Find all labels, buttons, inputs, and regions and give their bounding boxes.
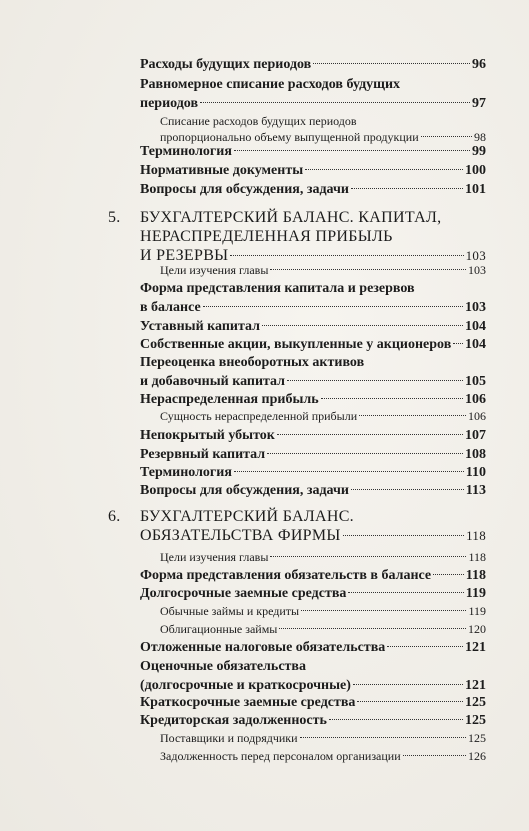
page-number: 103 [468,263,486,277]
entry-title-cont: и добавочный капитал [140,374,286,389]
dot-leader [234,150,470,151]
entry-title: Нераспределенная прибыль [140,392,319,407]
entry-title: Обычные займы и кредиты [160,604,300,618]
toc-entry [140,638,486,657]
chapter-title-cont: ОБЯЗАТЕЛЬСТВА ФИРМЫ [140,527,341,544]
dot-leader [305,169,463,170]
toc-entry [140,426,486,445]
toc-entry [140,317,486,336]
dot-leader [203,306,463,307]
toc-entry [140,463,486,482]
entry-title: Собственные акции, выкупленные у акционеров [140,337,452,352]
page-number: 119 [468,604,486,618]
entry-title: Равномерное списание расходов будущих [140,77,401,92]
page-number: 106 [465,392,486,407]
page-number: 125 [465,713,486,728]
page-number: 125 [468,731,486,745]
dot-leader [351,188,463,189]
entry-title-cont: периодов [140,96,199,111]
page-number: 96 [472,57,486,72]
toc-subentry [160,261,486,280]
page-number: 107 [465,428,486,443]
chapter-title-cont: НЕРАСПРЕДЕЛЕННАЯ ПРИБЫЛЬ [140,228,393,245]
toc-subentry [160,548,486,567]
toc-subentry [160,747,486,766]
dot-leader [300,737,466,738]
dot-leader [359,415,466,416]
toc-entry [140,75,486,113]
entry-title: Терминология [140,465,232,480]
toc-subentry [160,729,486,748]
entry-title: Резервный капитал [140,447,266,462]
entry-title-cont: пропорционально объему выпущенной продукции [160,130,419,144]
entry-title-cont: в балансе [140,300,201,315]
page-number: 100 [465,163,486,178]
entry-title: Списание расходов будущих периодов [160,114,357,128]
entry-title: Оценочные обязательства [140,659,306,674]
entry-title: Нормативные документы [140,163,304,178]
toc-entry [140,161,486,180]
page-number: 103 [465,300,486,315]
page-number: 125 [465,695,486,710]
page-number: 118 [465,568,486,583]
toc-subentry [160,407,486,426]
entry-title: Терминология [140,144,232,159]
dot-leader [403,755,466,756]
page-number: 103 [465,248,486,263]
dot-leader [230,255,463,256]
toc-subentry [160,602,486,621]
dot-leader [270,269,466,270]
page-number: 113 [465,483,486,498]
entry-title: Краткосрочные заемные средства [140,695,356,710]
page-number: 120 [468,622,486,636]
dot-leader [353,684,463,685]
toc-entry [140,445,486,464]
toc-entry [140,55,486,74]
entry-title-cont: (долгосрочные и краткосрочные) [140,678,351,693]
dot-leader [357,701,463,702]
toc-entry [140,566,486,585]
chapter-title: БУХГАЛТЕРСКИЙ БАЛАНС. КАПИТАЛ, [140,209,442,226]
entry-title: Вопросы для обсуждения, задачи [140,182,349,197]
entry-title: Непокрытый убыток [140,428,275,443]
page-number: 99 [472,144,486,159]
page-number: 118 [468,550,486,564]
entry-title: Отложенные налоговые обязательства [140,640,386,655]
dot-leader [433,574,464,575]
chapter-title-cont: И РЕЗЕРВЫ [140,247,229,264]
dot-leader [301,610,466,611]
entry-title: Уставный капитал [140,319,260,334]
dot-leader [421,136,472,137]
page-number: 108 [465,447,486,462]
dot-leader [270,556,466,557]
dot-leader [453,343,463,344]
page-number: 105 [465,374,486,389]
entry-title: Форма представления обязательств в балансе [140,568,432,583]
toc-entry [140,693,486,712]
toc-entry [140,180,486,199]
page-number: 98 [474,130,486,144]
toc-entry [140,279,486,317]
page-number: 121 [465,640,486,655]
toc-entry [140,711,486,730]
toc-entry [140,657,486,695]
entry-title: Долгосрочные заемные средства [140,586,347,601]
entry-title: Поставщики и подрядчики [160,731,298,745]
entry-title: Расходы будущих периодов [140,57,312,72]
toc-entry [140,142,486,161]
entry-title: Форма представления капитала и резервов [140,281,415,296]
entry-title: Задолженность перед персоналом организации [160,749,401,763]
page-number: 110 [465,465,486,480]
chapter-number: 5. [108,209,121,226]
entry-title: Переоценка внеоборотных активов [140,355,365,370]
chapter-number: 6. [108,508,121,525]
page-number: 106 [468,409,486,423]
page-number: 121 [465,678,486,693]
entry-title: Сущность нераспределенной прибыли [160,409,358,423]
toc-subentry [160,620,486,639]
dot-leader [262,325,463,326]
page-number: 101 [465,182,486,197]
toc-entry [140,481,486,500]
chapter-title: БУХГАЛТЕРСКИЙ БАЛАНС. [140,508,354,525]
page-number: 126 [468,749,486,763]
entry-title: Цели изучения главы [160,263,269,277]
page-number: 104 [465,337,486,352]
page-number: 119 [465,586,486,601]
dot-leader [200,102,470,103]
dot-leader [287,380,463,381]
dot-leader [279,628,466,629]
entry-title: Цели изучения главы [160,550,269,564]
dot-leader [329,719,463,720]
page-number: 118 [466,528,486,543]
dot-leader [267,453,463,454]
toc-entry [140,353,486,391]
dot-leader [348,592,463,593]
page-number: 104 [465,319,486,334]
toc-subentry [160,113,486,145]
entry-title: Вопросы для обсуждения, задачи [140,483,349,498]
toc-entry [140,584,486,603]
entry-title: Облигационные займы [160,622,278,636]
dot-leader [343,535,464,536]
entry-title: Кредиторская задолженность [140,713,327,728]
dot-leader [351,489,464,490]
page-number: 97 [472,96,486,111]
toc-entry [140,335,486,354]
dot-leader [277,434,463,435]
dot-leader [234,471,464,472]
dot-leader [321,398,463,399]
dot-leader [313,63,470,64]
dot-leader [387,646,463,647]
